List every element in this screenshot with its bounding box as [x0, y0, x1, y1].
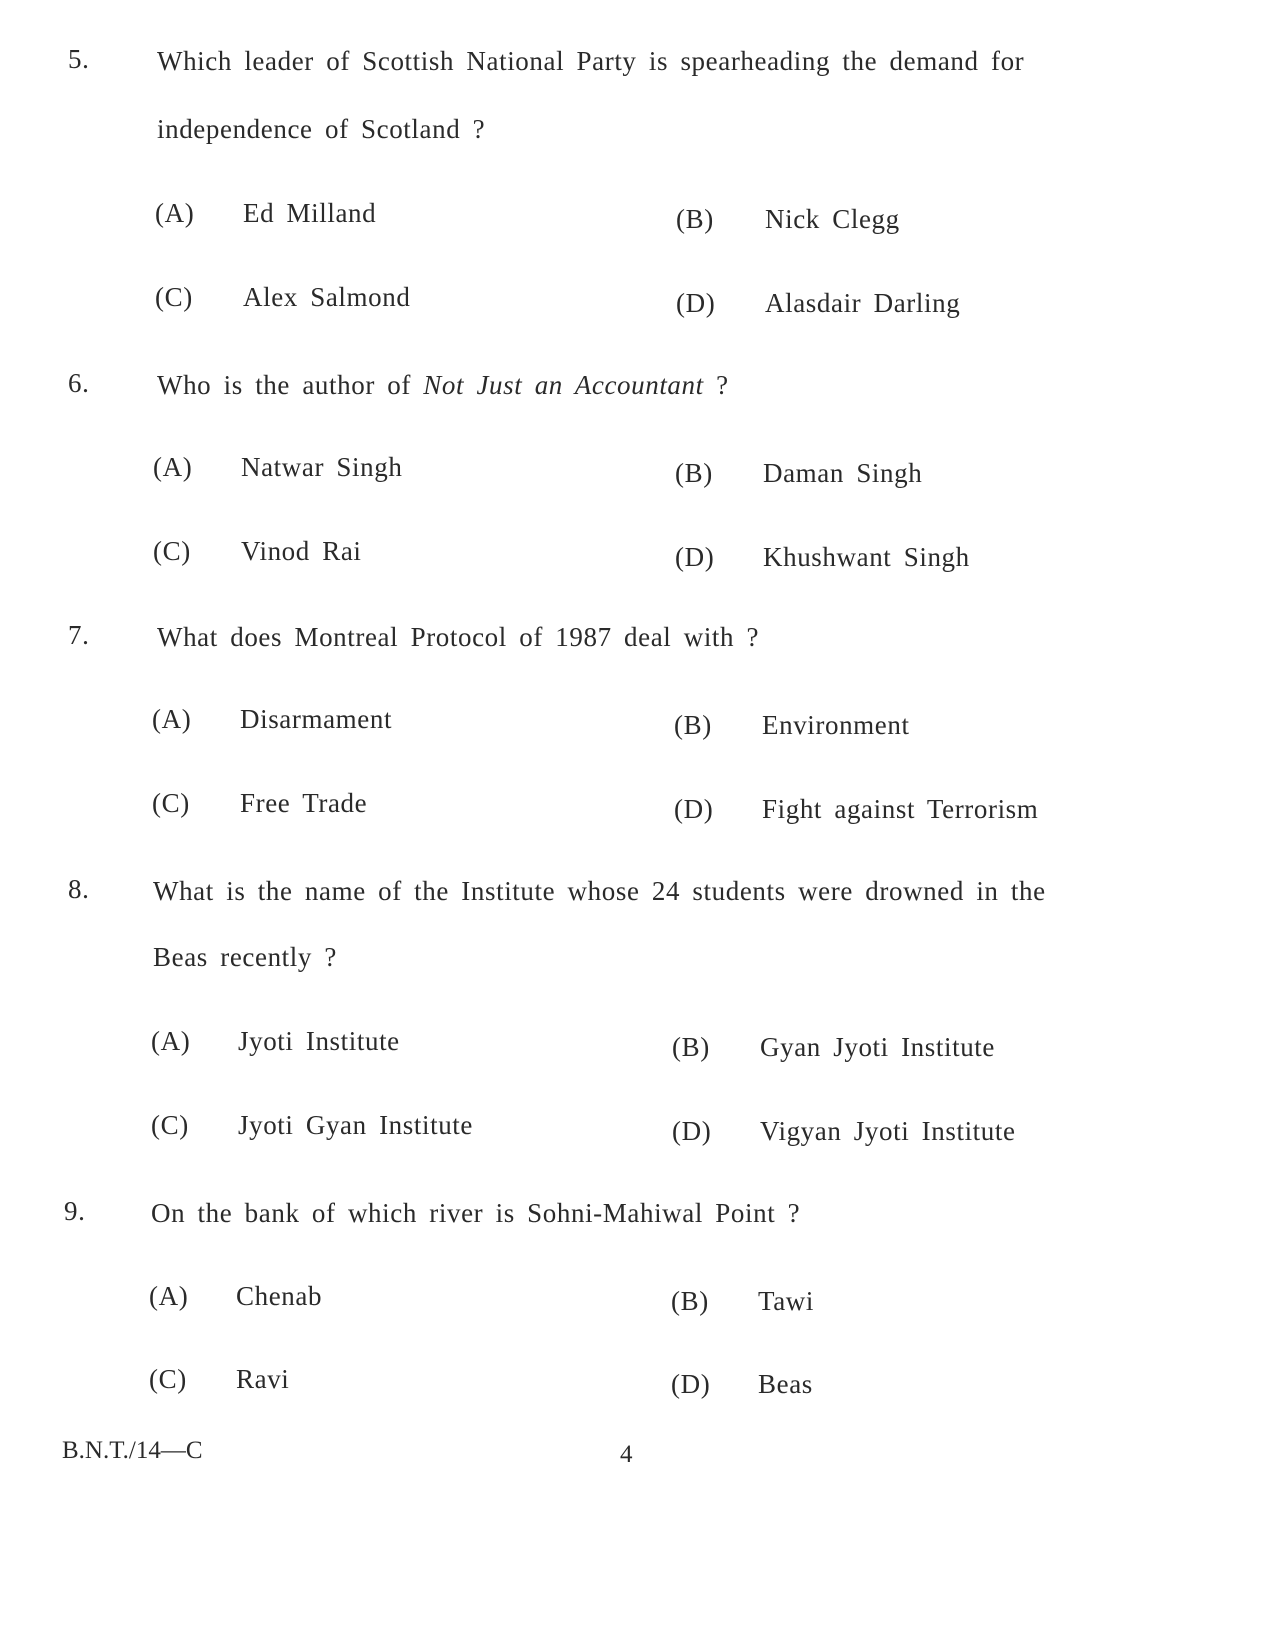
question-number: 8. [68, 874, 90, 904]
question-number: 7. [68, 620, 90, 650]
question-text-line-1: On the bank of which river is Sohni-Mahiwal Point ? [151, 1198, 801, 1228]
paper-code: B.N.T./14—C [62, 1437, 203, 1464]
question-text-line-2: independence of Scotland ? [157, 114, 486, 144]
option-c-text: Alex Salmond [243, 282, 411, 312]
option-b-text: Gyan Jyoti Institute [760, 1032, 995, 1062]
option-b-label: (B) [675, 458, 713, 488]
option-b-label: (B) [674, 710, 712, 740]
option-d-label: (D) [676, 288, 716, 318]
option-c-label: (C) [155, 282, 193, 312]
question-text-line-2: Beas recently ? [153, 942, 337, 972]
option-d-label: (D) [671, 1369, 711, 1399]
option-c-label: (C) [149, 1364, 187, 1394]
book-title: Not Just an Accountant [423, 370, 704, 400]
option-c-label: (C) [152, 788, 190, 818]
question-text-suffix: ? [703, 370, 729, 400]
question-text-line-1: What does Montreal Protocol of 1987 deal with ? [157, 622, 760, 652]
option-b-label: (B) [676, 204, 714, 234]
option-b-text: Tawi [758, 1286, 814, 1316]
option-a-text: Ed Milland [243, 198, 377, 228]
option-a-label: (A) [149, 1281, 189, 1311]
option-d-text: Khushwant Singh [763, 542, 970, 572]
option-a-label: (A) [153, 452, 193, 482]
option-c-text: Free Trade [240, 788, 368, 818]
option-d-label: (D) [674, 794, 714, 824]
option-a-label: (A) [152, 704, 192, 734]
option-a-text: Disarmament [240, 704, 393, 734]
question-number: 9. [64, 1196, 86, 1226]
option-a-text: Jyoti Institute [238, 1026, 400, 1056]
option-c-text: Ravi [236, 1364, 290, 1394]
option-a-text: Natwar Singh [241, 452, 403, 482]
option-a-label: (A) [155, 198, 195, 228]
option-d-text: Vigyan Jyoti Institute [760, 1116, 1016, 1146]
option-d-text: Beas [758, 1369, 813, 1399]
question-number: 6. [68, 368, 90, 398]
question-text-line-1: What is the name of the Institute whose 24 students were drowned in the [153, 876, 1046, 906]
option-d-text: Alasdair Darling [765, 288, 961, 318]
option-a-text: Chenab [236, 1281, 323, 1311]
option-c-text: Vinod Rai [241, 536, 362, 566]
option-c-label: (C) [153, 536, 191, 566]
question-number: 5. [68, 44, 90, 74]
option-b-text: Nick Clegg [765, 204, 900, 234]
option-b-text: Daman Singh [763, 458, 923, 488]
option-b-label: (B) [671, 1286, 709, 1316]
question-text-line-1: Which leader of Scottish National Party is spearheading the demand for [157, 46, 1025, 76]
option-d-label: (D) [672, 1116, 712, 1146]
option-b-label: (B) [672, 1032, 710, 1062]
question-text-line-1 [157, 372, 729, 399]
question-text-prefix: Who is the author of [157, 370, 424, 400]
option-d-label: (D) [675, 542, 715, 572]
option-b-text: Environment [762, 710, 910, 740]
option-d-text: Fight against Terrorism [762, 794, 1039, 824]
option-c-text: Jyoti Gyan Institute [238, 1110, 473, 1140]
option-a-label: (A) [151, 1026, 191, 1056]
page-number: 4 [620, 1441, 634, 1468]
option-c-label: (C) [151, 1110, 189, 1140]
